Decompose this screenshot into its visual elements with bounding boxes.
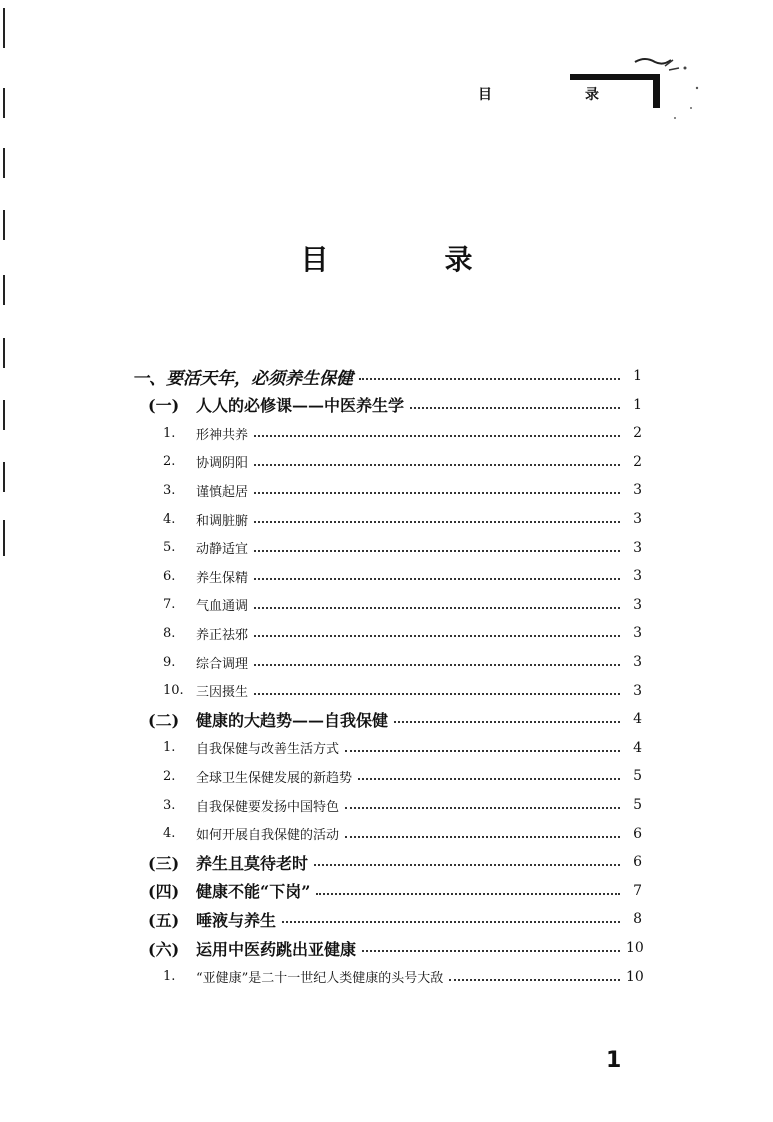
dot-leader: [449, 979, 620, 981]
page-title: 目 录: [300, 243, 517, 276]
toc-entry-number: 1.: [163, 969, 176, 985]
toc-entry-title: 自我保健与改善生活方式: [196, 742, 340, 758]
toc-entry-title: 运用中医药跳出亚健康: [196, 939, 357, 959]
toc-entry-number: 2.: [163, 454, 176, 470]
running-head-right: 录: [585, 87, 599, 103]
corner-ornament-icon: [565, 48, 715, 138]
toc-entry-title: 唾液与养生: [196, 910, 277, 930]
dot-leader: [345, 836, 620, 838]
dot-leader: [254, 492, 620, 494]
toc-entry-title: 全球卫生保健发展的新趋势: [196, 770, 353, 786]
toc-entry[interactable]: [148, 934, 642, 962]
toc-entry-page: 2: [633, 453, 642, 470]
toc-entry-number: 4.: [163, 511, 176, 527]
dot-leader: [254, 635, 620, 637]
toc-entry-title: 协调阴阳: [196, 456, 249, 472]
toc-entry-title: 养生且莫待老时: [196, 853, 309, 873]
toc-entry[interactable]: [163, 562, 642, 590]
toc-entry-number: 10.: [163, 683, 184, 699]
toc-entry-title: 气血通调: [196, 599, 249, 615]
toc-entry-number: (二): [148, 710, 180, 730]
toc-entry[interactable]: [148, 905, 642, 933]
toc-entry[interactable]: [163, 677, 642, 705]
toc-entry-number: (三): [148, 853, 180, 873]
toc-entry[interactable]: [163, 963, 642, 991]
toc-entry-title: 健康的大趋势——自我保健: [196, 710, 389, 730]
dot-leader: [282, 921, 620, 923]
toc-entry-page: 3: [633, 625, 642, 642]
toc-entry-number: (六): [148, 939, 180, 959]
toc-entry-page: 2: [633, 425, 642, 442]
toc-entry-number: 3.: [163, 482, 176, 498]
toc-entry-number: (四): [148, 882, 180, 902]
toc-entry-title: 动静适宜: [196, 542, 249, 558]
toc-entry-title: 自我保健要发扬中国特色: [196, 799, 340, 815]
binding-marks: [0, 0, 10, 560]
toc-entry-page: 3: [633, 596, 642, 613]
toc-entry-page: 8: [633, 911, 642, 928]
toc-entry-page: 3: [633, 568, 642, 585]
toc-entry[interactable]: [148, 391, 642, 419]
dot-leader: [316, 893, 620, 895]
dot-leader: [394, 721, 620, 723]
toc-entry-page: 1: [633, 396, 642, 413]
toc-entry-title: 如何开展自我保健的活动: [196, 828, 340, 844]
toc-entry-number: 1.: [163, 740, 176, 756]
toc-entry-number: 9.: [163, 654, 176, 670]
dot-leader: [314, 864, 620, 866]
toc-entry-title: 养正祛邪: [196, 627, 249, 643]
toc-entry-page: 6: [633, 825, 642, 842]
toc-entry-number: 6.: [163, 568, 176, 584]
toc-entry[interactable]: [163, 820, 642, 848]
toc-entry-page: 5: [633, 797, 642, 813]
toc-entry-page: 10: [626, 968, 644, 985]
toc-entry-page: 3: [633, 482, 642, 499]
dot-leader: [358, 778, 620, 780]
toc-entry[interactable]: [163, 619, 642, 647]
toc-entry[interactable]: [148, 848, 642, 876]
running-head-left: 目: [478, 87, 492, 103]
toc-entry-page: 3: [633, 654, 642, 670]
toc-entry-page: 6: [633, 854, 642, 871]
toc-entry-page: 7: [633, 882, 642, 899]
toc-entry[interactable]: [163, 762, 642, 790]
toc-entry-page: 4: [633, 711, 642, 728]
toc-entry-title: 一、要活天年，必须养生保健: [132, 368, 353, 389]
toc-entry[interactable]: [163, 591, 642, 619]
toc-entry-number: 1.: [163, 425, 176, 441]
toc-entry-number: (一): [148, 396, 180, 416]
toc-entry-page: 3: [633, 511, 642, 527]
toc-entry-number: 2.: [163, 768, 176, 784]
toc-entry-title: 谨慎起居: [196, 484, 249, 500]
toc-entry[interactable]: [163, 448, 642, 476]
dot-leader: [254, 578, 620, 580]
toc-entry-number: 3.: [163, 797, 176, 813]
toc-entry-title: 人人的必修课——中医养生学: [196, 396, 405, 416]
dot-leader: [254, 550, 620, 552]
toc-entry-number: (五): [148, 910, 180, 930]
toc-entry-number: 7.: [163, 597, 176, 613]
toc-entry[interactable]: [163, 505, 642, 533]
toc-entry[interactable]: [148, 705, 642, 733]
dot-leader: [254, 607, 620, 609]
toc-entry[interactable]: [163, 476, 642, 504]
dot-leader: [345, 807, 620, 809]
toc-entry-title: 养生保精: [196, 570, 249, 586]
dot-leader: [254, 693, 620, 695]
toc-entry[interactable]: [163, 419, 642, 447]
dot-leader: [254, 664, 620, 666]
dot-leader: [254, 464, 620, 466]
toc-entry[interactable]: [163, 791, 642, 819]
toc-entry-title: 三因摄生: [196, 685, 249, 701]
toc-entry-title: 综合调理: [196, 656, 249, 672]
toc-entry-title: “亚健康”是二十一世纪人类健康的头号大敌: [196, 971, 444, 987]
toc-entry-number: 4.: [163, 826, 176, 842]
toc-entry-page: 1: [633, 368, 642, 384]
toc-entry[interactable]: [163, 534, 642, 562]
toc-entry[interactable]: [148, 877, 642, 905]
dot-leader: [362, 950, 620, 952]
toc-entry-page: 5: [633, 768, 642, 785]
dot-leader: [410, 407, 620, 409]
dot-leader: [254, 521, 620, 523]
page-number: 1: [606, 1048, 622, 1073]
toc-entry-title: 和调脏腑: [196, 513, 249, 529]
toc-entry[interactable]: [163, 734, 642, 762]
toc-entry[interactable]: [132, 362, 642, 390]
toc-entry-number: 5.: [163, 540, 176, 556]
toc-entry-title: 健康不能“下岗”: [196, 882, 311, 902]
toc-entry-number: 8.: [163, 625, 176, 641]
dot-leader: [345, 750, 620, 752]
toc-entry[interactable]: [163, 648, 642, 676]
dot-leader: [359, 378, 620, 380]
toc-entry-page: 3: [633, 539, 642, 556]
toc-entry-page: 3: [633, 682, 642, 699]
toc-entry-title: 形神共养: [196, 427, 249, 443]
toc-entry-page: 4: [633, 739, 642, 756]
toc-entry-page: 10: [626, 940, 644, 956]
dot-leader: [254, 435, 620, 437]
